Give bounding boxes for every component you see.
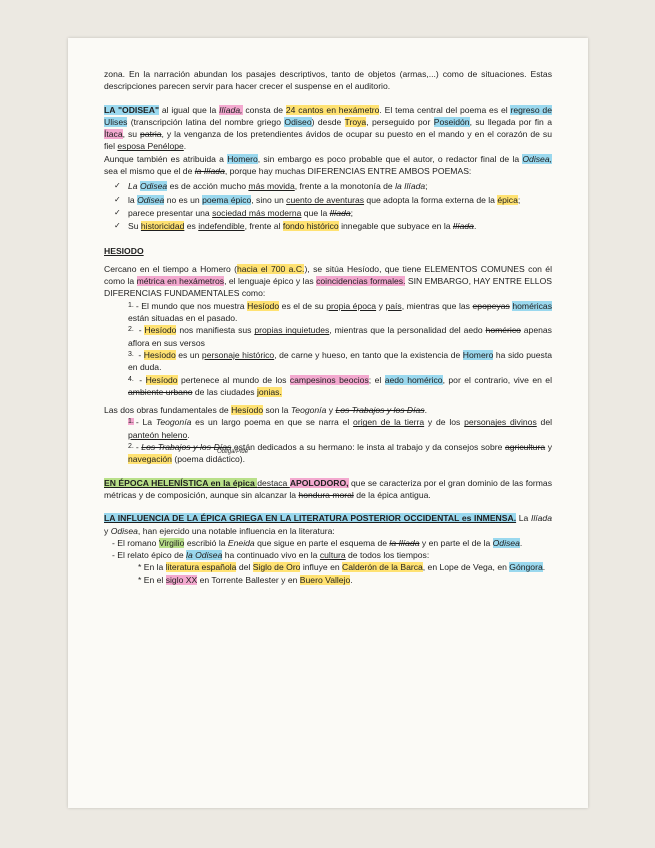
difference-4: $^{4.}$ - Hesíodo pertenece al mundo de los campesinos beocios; el aedo homérico, por el contrario, vive en el ambiente urbano de las ciudades jonias.: [128, 374, 552, 397]
paragraph-obras: Las dos obras fundamentales de Hesíodo son la Teogonía y Los Trabajos y los Días.: [104, 405, 427, 416]
paragraph-autor: Aunque también es atribuida a Homero, sin embargo es poco probable que el autor, o redactor final de la Odisea, sea el mismo que el de la Ilíada, porque hay muchas DIFERENCIAS ENTRE AMBOS POEMAS:: [104, 153, 552, 177]
list-item: ✓ la Odisea no es un poema épico, sino un cuento de aventuras que adopta la forma externa de la épica;: [114, 194, 521, 205]
paragraph-influencia: LA INFLUENCIA DE LA ÉPICA GRIEGA EN LA LITERATURA POSTERIOR OCCIDENTAL es INMENSA. La Ilíada y Odisea, han ejercido una notable influencia en la literatura:: [104, 513, 552, 536]
differences-list: [104, 180, 552, 232]
difference-3: $^{3.}$ - Hesíodo es un personaje histórico, de carne y hueso, en tanto que la existencia de Homero ha sido puesta en duda.: [128, 349, 553, 373]
obra-teogonia: $^{1.}$ - La Teogonía es un largo poema en que se narra el origen de la tierra y de los personajes divinos del panteón heleno.: [128, 417, 553, 440]
influence-relato: - El relato épico de la Odisea ha continuado vivo en la cultura de todos los tiempos:: [112, 550, 430, 561]
list-item: ✓ La Odisea es de acción mucho más movida, frente a la monotonía de la Ilíada;: [114, 181, 428, 192]
handwritten-note: Obliga/Pide: [217, 449, 249, 456]
check-icon: ✓: [114, 194, 121, 204]
paragraph-intro: zona. En la narración abundan los pasajes descriptivos, tanto de objetos (armas,...) como de situaciones. Estas descripciones parecen servir para hacer crecer el suspense en el auditorio.: [104, 69, 552, 92]
obra-trabajos: $^{2.}$ - Los Trabajos y los Días están dedicados a su hermano: le insta al trabajo y da consejos sobre agricultura y navegación (poema didáctico). Obliga/Pide: [128, 442, 552, 465]
paragraph-hesiodo: Cercano en el tiempo a Homero (hacia el 700 a.C.), se sitúa Hesíodo, que tiene ELEMENTOS COMUNES con él como la métrica en hexámetros, el lenguaje épico y las coincidencias formales. SIN EMBARGO, HAY ENTRE ELLOS DIFERENCIAS FUNDAMENTALES como:: [104, 263, 552, 299]
document-page: [68, 38, 588, 808]
hesiodo-heading: HESIODO: [104, 245, 144, 256]
check-icon: ✓: [114, 181, 121, 191]
odisea-heading: LA "ODISEA": [104, 104, 160, 115]
influence-siglo-xx: * En el siglo XX en Torrente Ballester y en Buero Vallejo.: [138, 574, 353, 585]
list-item: ✓ parece presentar una sociedad más moderna que la Ilíada;: [114, 207, 354, 218]
document-content: [104, 68, 552, 586]
difference-2: $^{2.}$ - Hesíodo nos manifiesta sus propias inquietudes, mientras que la personalidad del aedo homérico apenas aflora en sus versos: [128, 325, 552, 348]
paragraph-odisea: LA "ODISEA" al igual que la Ilíada, consta de 24 cantos en hexámetro. El tema central del poema es el regreso de Ulises (transcripción latina del nombre griego Odiseo) desde Troya, perseguido por Poseidón, su llegada por fin a Ítaca, su patria, y la venganza de los pretendientes ávidos de ocupar su puesto en el mando y en el corazón de su fiel esposa Penélope.: [104, 104, 552, 152]
difference-1: $^{1.}$ - El mundo que nos muestra Hesíodo es el de su propia época y país, mientras que las epopeyas homéricas están situadas en el pasado.: [128, 300, 553, 324]
influence-siglo-oro: * En la literatura española del Siglo de Oro influye en Calderón de la Barca, en Lope de Vega, en Góngora.: [138, 562, 546, 573]
list-item: ✓ Su historicidad es indefendible, frente al fondo histórico innegable que subyace en la Ilíada.: [114, 221, 477, 232]
check-icon: ✓: [114, 221, 121, 231]
influence-virgilio: - El romano Virgilio escribió la Eneida que sigue en parte el esquema de la Ilíada y en parte el de la Odisea.: [112, 537, 523, 548]
paragraph-helenistica: EN ÉPOCA HELENÍSTICA en la épica destaca APOLODORO, que se caracteriza por el gran dominio de las formas métricas y de composición, aunque sin alcanzar la hondura moral de la épica antigua.: [104, 477, 552, 500]
check-icon: ✓: [114, 207, 121, 217]
